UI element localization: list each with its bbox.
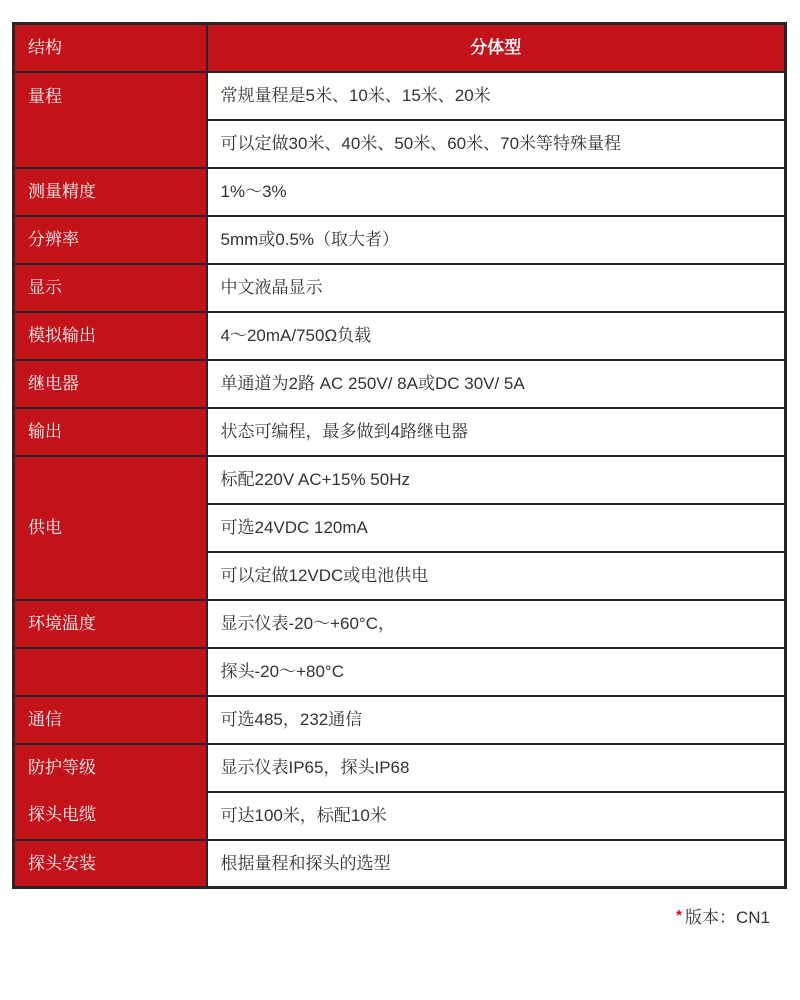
row-value: 可以定做30米、40米、50米、60米、70米等特殊量程 [207, 120, 786, 168]
table-row [14, 216, 786, 264]
table-row [14, 648, 786, 696]
row-value: 显示仪表-20～+60°C， [207, 600, 786, 648]
row-value: 状态可编程，最多做到4路继电器 [207, 408, 786, 456]
row-label-communication: 通信 [14, 696, 207, 744]
row-label-probe-install: 探头安装 [14, 840, 207, 888]
row-label-protection: 防护等级 [14, 744, 207, 792]
table-row [14, 264, 786, 312]
row-label-ambient-temp: 环境温度 [14, 600, 207, 648]
table-row [14, 840, 786, 888]
row-value: 可选485，232通信 [207, 696, 786, 744]
version-text: 版本：CN1 [684, 908, 770, 927]
header-type-cell: 分体型 [207, 24, 786, 72]
table-row [14, 792, 786, 840]
row-value: 标配220V AC+15% 50Hz [207, 456, 786, 504]
row-label-resolution: 分辨率 [14, 216, 207, 264]
row-value: 1%～3% [207, 168, 786, 216]
table-row [14, 312, 786, 360]
row-value: 探头-20～+80°C [207, 648, 786, 696]
row-label-relay: 继电器 [14, 360, 207, 408]
table-row [14, 744, 786, 792]
row-value: 常规量程是5米、10米、15米、20米 [207, 72, 786, 120]
table-row [14, 696, 786, 744]
row-label-range: 量程 [14, 72, 207, 168]
row-label-output: 输出 [14, 408, 207, 456]
header-structure-cell: 结构 [14, 24, 207, 72]
row-label-empty [14, 648, 207, 696]
table-row [14, 408, 786, 456]
row-label-analog-output: 模拟输出 [14, 312, 207, 360]
row-value: 单通道为2路 AC 250V/ 8A或DC 30V/ 5A [207, 360, 786, 408]
version-note [676, 903, 770, 928]
table-row [14, 168, 786, 216]
row-value: 显示仪表IP65，探头IP68 [207, 744, 786, 792]
table-row [14, 360, 786, 408]
table-row [14, 600, 786, 648]
asterisk-mark: * [676, 907, 682, 924]
row-value: 可达100米，标配10米 [207, 792, 786, 840]
row-value: 可以定做12VDC或电池供电 [207, 552, 786, 600]
row-label-accuracy: 测量精度 [14, 168, 207, 216]
row-value: 4～20mA/750Ω负载 [207, 312, 786, 360]
spec-table [12, 22, 787, 889]
row-value: 5mm或0.5%（取大者） [207, 216, 786, 264]
row-value: 中文液晶显示 [207, 264, 786, 312]
row-value: 可选24VDC 120mA [207, 504, 786, 552]
table-header-row [14, 24, 786, 72]
row-label-probe-cable: 探头电缆 [14, 792, 207, 840]
table-row [14, 72, 786, 120]
row-label-display: 显示 [14, 264, 207, 312]
row-label-power: 供电 [14, 456, 207, 600]
row-value: 根据量程和探头的选型 [207, 840, 786, 888]
table-row [14, 456, 786, 504]
